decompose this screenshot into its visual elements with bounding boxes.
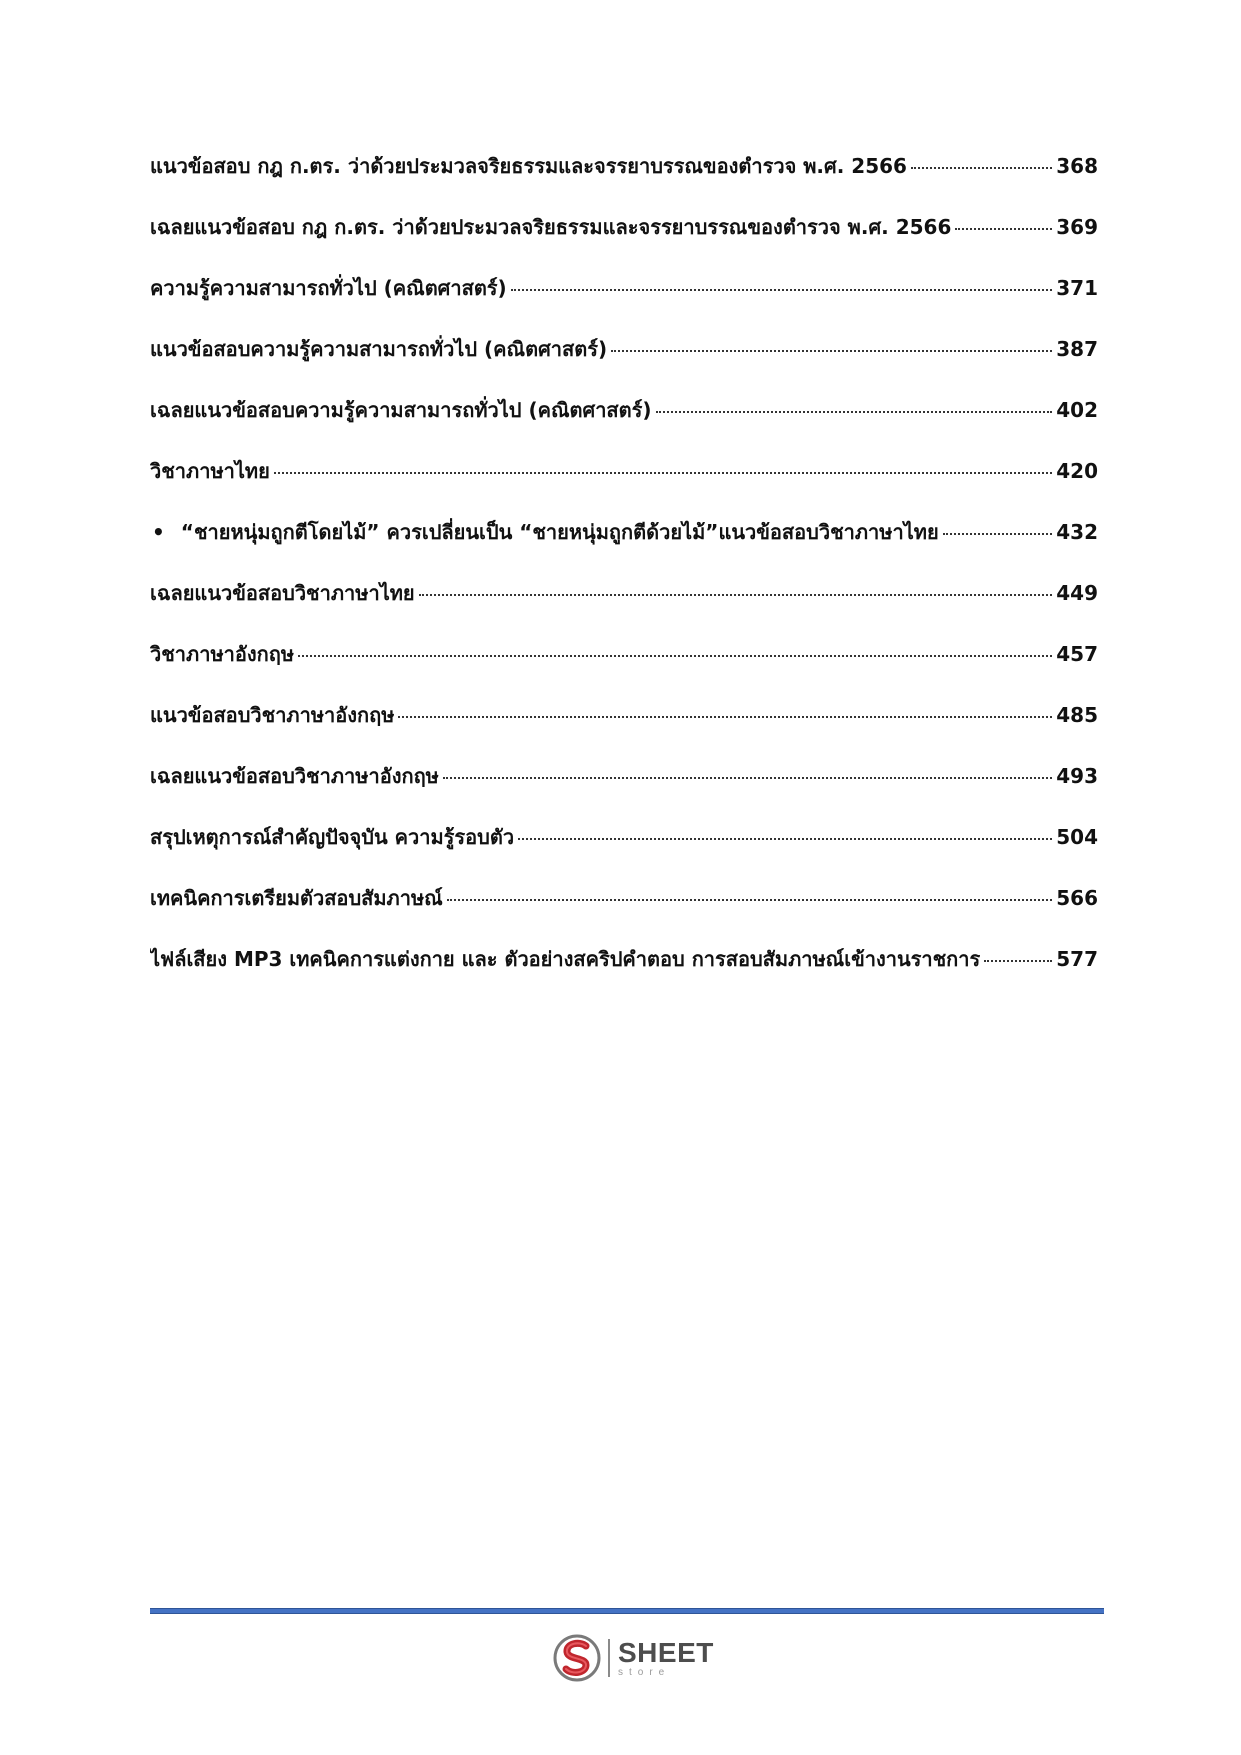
toc-entry-title: ไฟล์เสียง MP3 เทคนิคการแต่งกาย และ ตัวอย่างสคริปคำตอบ การสอบสัมภาษณ์เข้างานราชการ [150, 947, 981, 971]
toc-entry[interactable] [150, 150, 1098, 211]
sheet-store-s-logo-icon [552, 1633, 602, 1683]
toc-entry-title: สรุปเหตุการณ์สำคัญปัจจุบัน ความรู้รอบตัว [150, 825, 515, 849]
toc-entry[interactable] [150, 577, 1098, 638]
toc-leader-dots [398, 716, 1052, 718]
toc-leader-dots [943, 533, 1053, 535]
toc-leader-dots [443, 777, 1052, 779]
toc-entry-title: วิชาภาษาไทย [150, 459, 270, 483]
toc-entry[interactable] [150, 211, 1098, 272]
bullet-icon: • [152, 520, 165, 544]
toc-entry[interactable] [150, 943, 1098, 1004]
toc-entry-title: เฉลยแนวข้อสอบ กฎ ก.ตร. ว่าด้วยประมวลจริยธรรมและจรรยาบรรณของตำรวจ พ.ศ. 2566 [150, 215, 952, 239]
toc-leader-dots [298, 655, 1052, 657]
toc-entry-title: วิชาภาษาอังกฤษ [150, 642, 295, 666]
toc-entry-title: เทคนิคการเตรียมตัวสอบสัมภาษณ์ [150, 886, 443, 910]
logo-text [618, 1636, 714, 1678]
toc-leader-dots [656, 411, 1053, 413]
logo-wordmark: SHEET [618, 1636, 714, 1668]
toc-entry-page: 420 [1056, 459, 1098, 483]
toc-leader-dots [911, 167, 1052, 169]
toc-entry[interactable] [150, 699, 1098, 760]
toc-leader-dots [955, 228, 1052, 230]
toc-leader-dots [518, 838, 1052, 840]
toc-entry-page: 387 [1056, 337, 1098, 361]
toc-entry-page: 449 [1056, 581, 1098, 605]
toc-entry[interactable] [150, 516, 1098, 577]
toc-entry-page: 402 [1056, 398, 1098, 422]
logo-subtitle: store [618, 1666, 671, 1678]
toc-entry[interactable] [150, 821, 1098, 882]
sheet-store-logo [552, 1632, 714, 1684]
toc-entry-page: 368 [1056, 154, 1098, 178]
toc-entry-page: 493 [1056, 764, 1098, 788]
toc-entry-page: 432 [1056, 520, 1098, 544]
toc-entry[interactable] [150, 638, 1098, 699]
toc-entry-page: 457 [1056, 642, 1098, 666]
toc-entry-title: แนวข้อสอบวิชาภาษาอังกฤษ [150, 703, 395, 727]
toc-leader-dots [419, 594, 1053, 596]
toc-entry-title: “ชายหนุ่มถูกตีโดยไม้” ควรเปลี่ยนเป็น “ชายหนุ่มถูกตีด้วยไม้”แนวข้อสอบวิชาภาษาไทย [180, 520, 939, 544]
table-of-contents [150, 150, 1098, 1004]
toc-entry-page: 485 [1056, 703, 1098, 727]
toc-entry-title: แนวข้อสอบ กฎ ก.ตร. ว่าด้วยประมวลจริยธรรมและจรรยาบรรณของตำรวจ พ.ศ. 2566 [150, 154, 907, 178]
logo-divider [608, 1639, 610, 1677]
footer-divider [150, 1608, 1104, 1614]
toc-entry[interactable] [150, 394, 1098, 455]
toc-entry-title: เฉลยแนวข้อสอบความรู้ความสามารถทั่วไป (คณิตศาสตร์) [150, 398, 652, 422]
toc-leader-dots [511, 289, 1053, 291]
toc-entry-page: 371 [1056, 276, 1098, 300]
toc-entry[interactable] [150, 882, 1098, 943]
toc-leader-dots [447, 899, 1053, 901]
toc-entry[interactable] [150, 333, 1098, 394]
toc-entry-title: เฉลยแนวข้อสอบวิชาภาษาไทย [150, 581, 415, 605]
toc-entry-page: 369 [1056, 215, 1098, 239]
toc-leader-dots [611, 350, 1052, 352]
toc-leader-dots [984, 960, 1052, 962]
toc-leader-dots [274, 472, 1052, 474]
toc-entry-title: แนวข้อสอบความรู้ความสามารถทั่วไป (คณิตศาสตร์) [150, 337, 608, 361]
toc-entry-page: 504 [1056, 825, 1098, 849]
toc-entry-page: 566 [1056, 886, 1098, 910]
toc-entry[interactable] [150, 272, 1098, 333]
toc-entry[interactable] [150, 455, 1098, 516]
toc-entry-title: ความรู้ความสามารถทั่วไป (คณิตศาสตร์) [150, 276, 507, 300]
toc-entry[interactable] [150, 760, 1098, 821]
toc-entry-page: 577 [1056, 947, 1098, 971]
toc-entry-title: เฉลยแนวข้อสอบวิชาภาษาอังกฤษ [150, 764, 439, 788]
